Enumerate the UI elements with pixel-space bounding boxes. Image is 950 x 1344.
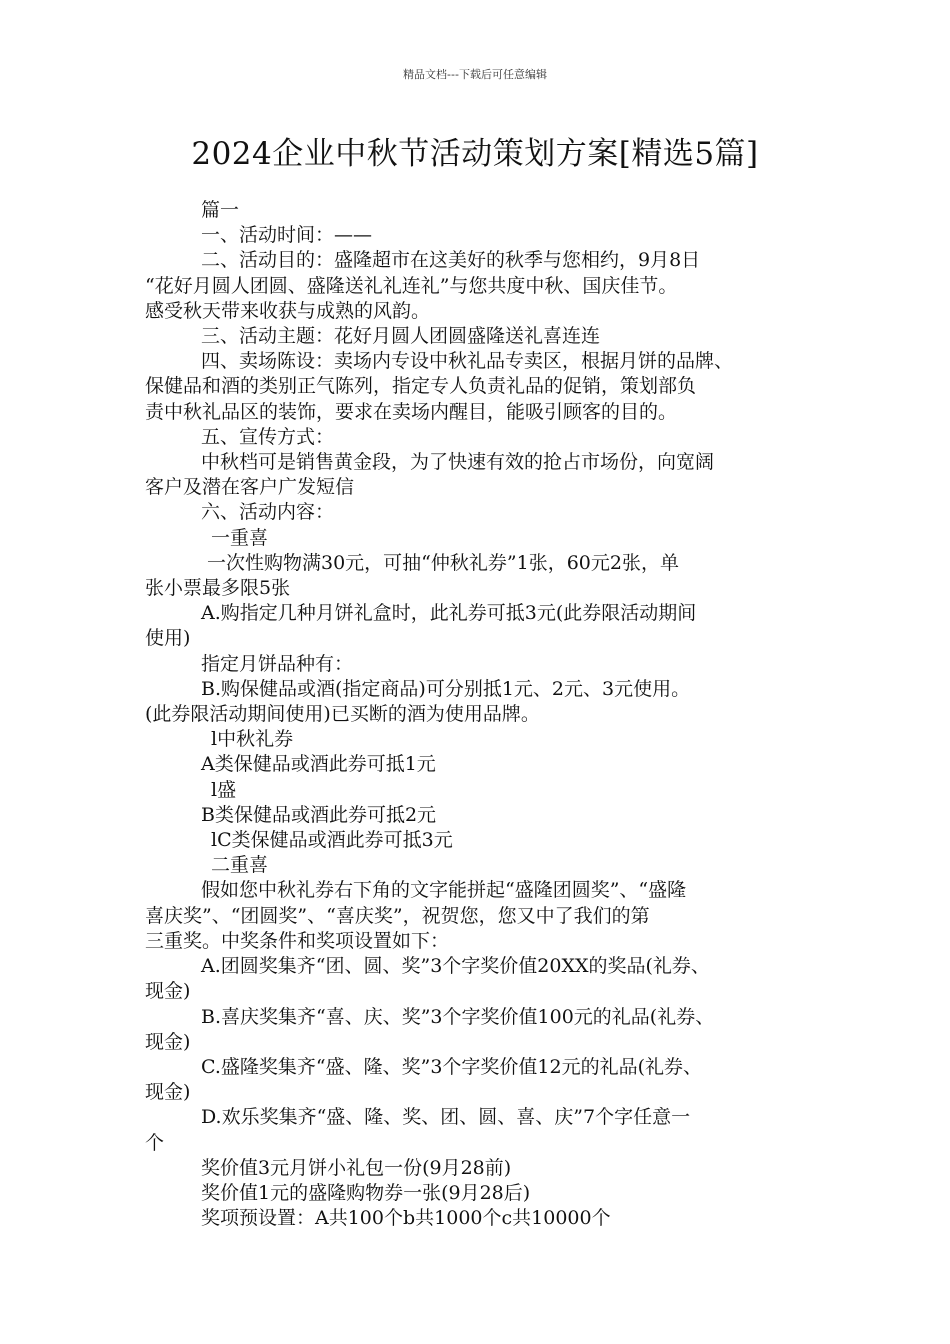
paragraph-line: B.购保健品或酒(指定商品)可分别抵1元、2元、3元使用。 xyxy=(201,677,691,700)
document-body xyxy=(145,198,835,1231)
paragraph-line: 个 xyxy=(145,1131,165,1154)
document-title: 2024企业中秋节活动策划方案[精选5篇] xyxy=(191,136,759,172)
paragraph-line: 张小票最多限5张 xyxy=(145,577,291,600)
paragraph-line: 感受秋天带来收获与成熟的风韵。 xyxy=(145,299,431,322)
paragraph-line: A.团圆奖集齐“团、圆、奖”3个字奖价值20XX的奖品(礼券、 xyxy=(201,955,710,978)
paragraph-line: 篇一 xyxy=(201,199,240,221)
paragraph-line: C.盛隆奖集齐“盛、隆、奖”3个字奖价值12元的礼品(礼券、 xyxy=(201,1055,703,1078)
paragraph-line: D.欢乐奖集齐“盛、隆、奖、团、圆、喜、庆”7个字任意一 xyxy=(201,1106,691,1129)
paragraph-line: 二重喜 xyxy=(211,854,269,877)
paragraph-line: 奖项预设置：A共100个b共1000个c共10000个 xyxy=(201,1207,611,1230)
paragraph-line: 使用) xyxy=(145,627,191,650)
paragraph-line: 喜庆奖”、“团圆奖”、“喜庆奖”，祝贺您，您又中了我们的第 xyxy=(145,904,650,927)
paragraph-line: “花好月圆人团圆、盛隆送礼礼连礼”与您共度中秋、国庆佳节。 xyxy=(145,274,678,297)
paragraph-line: 奖价值1元的盛隆购物券一张(9月28后) xyxy=(201,1181,531,1204)
paragraph-line: A.购指定几种月饼礼盒时，此礼券可抵3元(此券限活动期间 xyxy=(201,602,697,625)
paragraph-line: 责中秋礼品区的装饰，要求在卖场内醒目，能吸引顾客的目的。 xyxy=(145,400,678,423)
paragraph-line: 指定月饼品种有： xyxy=(201,652,354,675)
paragraph-line: 四、卖场陈设：卖场内专设中秋礼品专卖区，根据月饼的品牌、 xyxy=(201,350,734,373)
paragraph-line: 客户及潜在客户广发短信 xyxy=(145,476,355,499)
paragraph-line: 奖价值3元月饼小礼包一份(9月28前) xyxy=(201,1156,512,1179)
paragraph-line: 二、活动目的：盛隆超市在这美好的秋季与您相约，9月8日 xyxy=(201,249,701,272)
paragraph-line: 中秋档可是销售黄金段，为了快速有效的抢占市场份，向宽阔 xyxy=(201,451,715,474)
paragraph-line: 保健品和酒的类别正气陈列，指定专人负责礼品的促销，策划部负 xyxy=(145,375,697,398)
paragraph-line: l中秋礼券 xyxy=(211,728,294,751)
paragraph-line: 现金) xyxy=(145,980,191,1003)
paragraph-line: 一、活动时间：—— xyxy=(201,224,373,247)
paragraph-line: (此券限活动期间使用)已买断的酒为使用品牌。 xyxy=(145,703,540,726)
paragraph-line: B.喜庆奖集齐“喜、庆、奖”3个字奖价值100元的礼品(礼券、 xyxy=(201,1005,715,1028)
paragraph-line: 现金) xyxy=(145,1030,191,1053)
paragraph-line: 一重喜 xyxy=(211,526,269,549)
paragraph-line: B类保健品或酒此券可抵2元 xyxy=(201,803,437,826)
paragraph-line: 三重奖。中奖条件和奖项设置如下： xyxy=(145,929,450,952)
paragraph-line: 六、活动内容： xyxy=(201,501,335,524)
page-header: 精品文档---下载后可任意编辑 xyxy=(403,68,547,81)
paragraph-line: 现金) xyxy=(145,1081,191,1104)
paragraph-line: A类保健品或酒此券可抵1元 xyxy=(201,753,436,776)
paragraph-line: 一次性购物满30元，可抽“仲秋礼券”1张，60元2张，单 xyxy=(207,551,679,574)
paragraph-line: l盛 xyxy=(211,778,237,801)
paragraph-line: 三、活动主题：花好月圆人团圆盛隆送礼喜连连 xyxy=(201,325,601,348)
paragraph-line: 假如您中秋礼券右下角的文字能拼起“盛隆团圆奖”、“盛隆 xyxy=(201,879,687,902)
paragraph-line: lC类保健品或酒此券可抵3元 xyxy=(211,829,453,852)
paragraph-line: 五、宣传方式： xyxy=(201,425,335,448)
